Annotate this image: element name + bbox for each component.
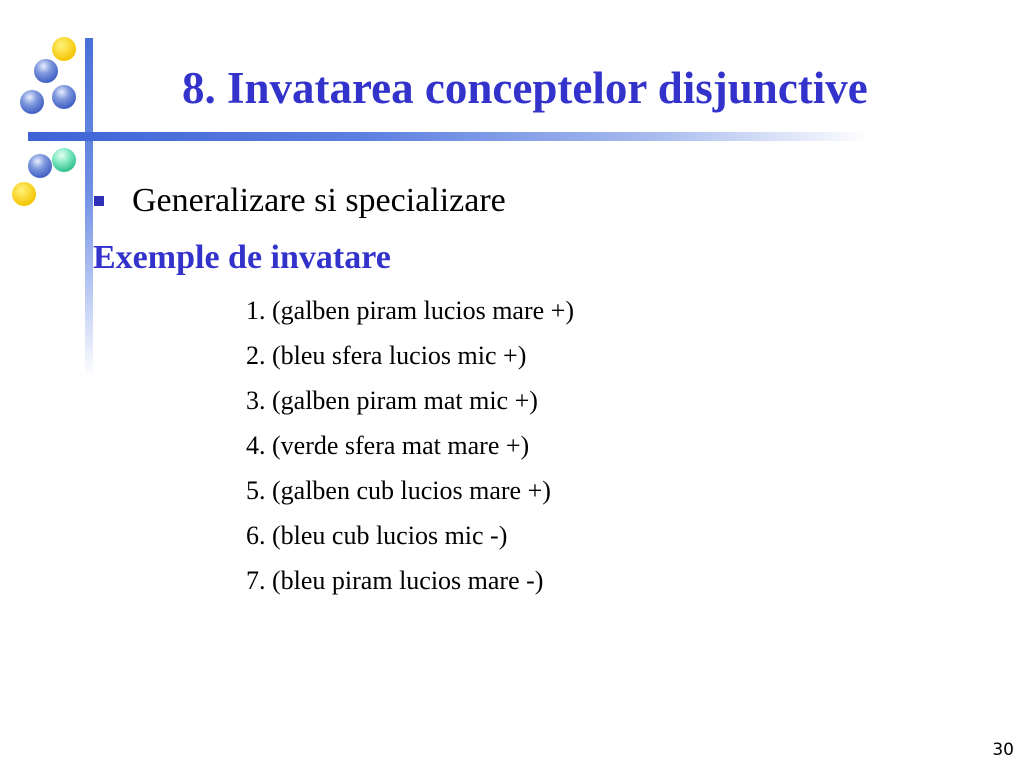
example-item-6: 6. (bleu cub lucios mic -)	[246, 521, 508, 550]
bullet-item	[94, 182, 506, 219]
example-item-5: 5. (galben cub lucios mare +)	[246, 476, 551, 505]
decorative-dots-icon	[0, 0, 90, 220]
slide-title: 8. Invatarea conceptelor disjunctive	[182, 63, 868, 113]
dot-teal	[52, 148, 76, 172]
example-item-2: 2. (bleu sfera lucios mic +)	[246, 341, 527, 370]
example-item-4: 4. (verde sfera mat mare +)	[246, 431, 530, 460]
horizontal-accent-bar	[28, 132, 868, 141]
dot-yellow-top	[52, 37, 76, 61]
section-heading: Exemple de invatare	[93, 239, 391, 276]
dot-blue-1	[34, 59, 58, 83]
example-item-1: 1. (galben piram lucios mare +)	[246, 296, 574, 325]
dot-blue-4	[28, 154, 52, 178]
square-bullet-icon	[94, 196, 104, 206]
example-item-7: 7. (bleu piram lucios mare -)	[246, 566, 544, 595]
bullet-text: Generalizare si specializare	[132, 182, 506, 219]
example-item-3: 3. (galben piram mat mic +)	[246, 386, 538, 415]
page-number: 30	[992, 740, 1014, 760]
dot-blue-3	[52, 85, 76, 109]
dot-yellow-bottom	[12, 182, 36, 206]
dot-blue-2	[20, 90, 44, 114]
vertical-accent-bar	[85, 38, 93, 378]
examples-list	[246, 293, 574, 608]
